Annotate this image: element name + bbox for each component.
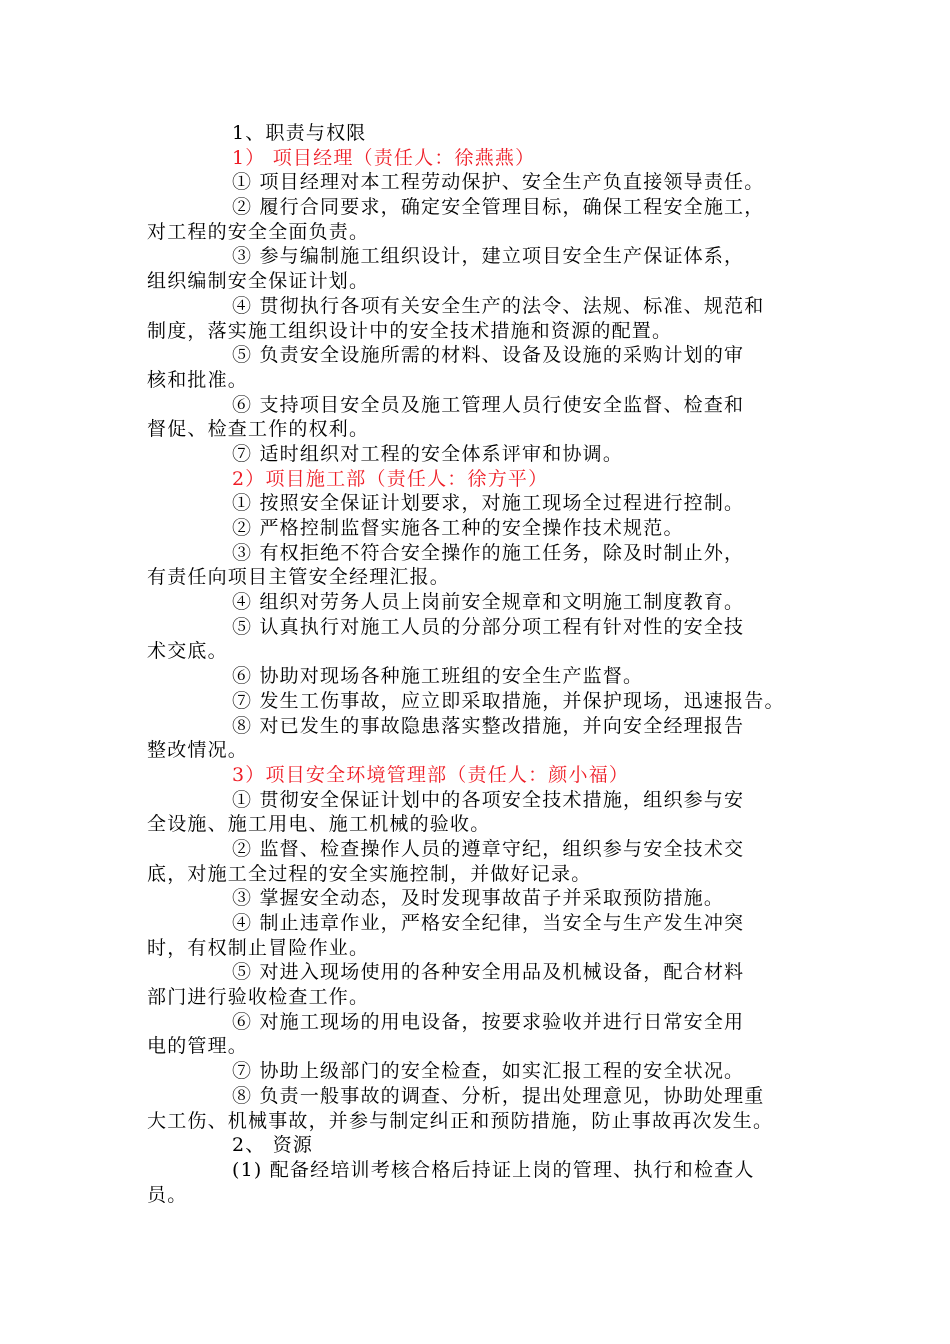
paragraph-line: ③ 参与编制施工组织设计，建立项目安全生产保证体系，	[232, 245, 745, 268]
section-heading: 2）项目施工部（责任人：徐方平）	[232, 467, 549, 490]
paragraph-line: 部门进行验收检查工作。	[147, 986, 370, 1009]
paragraph-line: 有责任向项目主管安全经理汇报。	[147, 566, 451, 589]
paragraph-line: 1、职责与权限	[232, 122, 367, 144]
paragraph-line: ⑦ 发生工伤事故，应立即采取措施，并保护现场，迅速报告。	[232, 689, 785, 712]
paragraph-line: ④ 贯彻执行各项有关安全生产的法令、法规、标准、规范和	[232, 294, 765, 317]
paragraph-line: 底，对施工全过程的安全实施控制，并做好记录。	[147, 862, 592, 885]
paragraph-line: ② 履行合同要求，确定安全管理目标，确保工程安全施工，	[232, 196, 765, 219]
section-heading: 3）项目安全环境管理部（责任人：颜小福）	[232, 763, 630, 786]
paragraph-line: 术交底。	[147, 640, 228, 663]
paragraph-line: ⑥ 对施工现场的用电设备，按要求验收并进行日常安全用	[232, 1010, 745, 1033]
paragraph-line: ⑧ 对已发生的事故隐患落实整改措施，并向安全经理报告	[232, 714, 745, 737]
paragraph-line: ⑦ 适时组织对工程的安全体系评审和协调。	[232, 442, 624, 465]
paragraph-line: ① 贯彻安全保证计划中的各项安全技术措施，组织参与安	[232, 788, 745, 811]
paragraph-line: 时，有权制止冒险作业。	[147, 936, 370, 959]
document-body	[147, 121, 812, 1207]
paragraph-line: ④ 制止违章作业，严格安全纪律，当安全与生产发生冲突	[232, 912, 745, 934]
paragraph-line: 员。	[147, 1183, 188, 1206]
paragraph-line: ③ 掌握安全动态，及时发现事故苗子并采取预防措施。	[232, 887, 725, 910]
paragraph-line: 督促、检查工作的权利。	[147, 418, 370, 441]
paragraph-line: ⑧ 负责一般事故的调查、分析，提出处理意见，协助处理重	[232, 1084, 765, 1107]
paragraph-line: 全设施、施工用电、施工机械的验收。	[147, 813, 491, 836]
paragraph-line: 2、 资源	[232, 1134, 314, 1157]
paragraph-line: 大工伤、机械事故，并参与制定纠正和预防措施，防止事故再次发生。	[147, 1109, 774, 1132]
paragraph-line: ③ 有权拒绝不符合安全操作的施工任务，除及时制止外，	[232, 541, 745, 564]
paragraph-line: ④ 组织对劳务人员上岗前安全规章和文明施工制度教育。	[232, 591, 745, 614]
paragraph-line: 整改情况。	[147, 739, 249, 762]
paragraph-line: ② 监督、检查操作人员的遵章守纪，组织参与安全技术交	[232, 837, 745, 860]
section-heading: 1） 项目经理（责任人：徐燕燕）	[232, 146, 536, 169]
paragraph-line: ⑦ 协助上级部门的安全检查，如实汇报工程的安全状况。	[232, 1060, 745, 1083]
paragraph-line: ② 严格控制监督实施各工种的安全操作技术规范。	[232, 517, 684, 539]
paragraph-line: ⑤ 负责安全设施所需的材料、设备及设施的采购计划的审	[232, 344, 745, 367]
paragraph-line: ⑥ 协助对现场各种施工班组的安全生产监督。	[232, 665, 644, 688]
paragraph-line: ⑥ 支持项目安全员及施工管理人员行使安全监督、检查和	[232, 393, 745, 416]
paragraph-line: (1) 配备经培训考核合格后持证上岗的管理、执行和检查人	[232, 1158, 755, 1181]
paragraph-line: ① 按照安全保证计划要求，对施工现场全过程进行控制。	[232, 492, 745, 515]
paragraph-line: 对工程的安全全面负责。	[147, 220, 370, 243]
paragraph-line: 核和批准。	[147, 368, 249, 391]
paragraph-line: 组织编制安全保证计划。	[147, 270, 370, 293]
paragraph-line: ① 项目经理对本工程劳动保护、安全生产负直接领导责任。	[232, 171, 765, 194]
paragraph-line: ⑤ 认真执行对施工人员的分部分项工程有针对性的安全技	[232, 615, 745, 638]
paragraph-line: ⑤ 对进入现场使用的各种安全用品及机械设备，配合材料	[232, 961, 745, 984]
paragraph-line: 电的管理。	[147, 1035, 249, 1058]
paragraph-line: 制度，落实施工组织设计中的安全技术措施和资源的配置。	[147, 319, 673, 342]
